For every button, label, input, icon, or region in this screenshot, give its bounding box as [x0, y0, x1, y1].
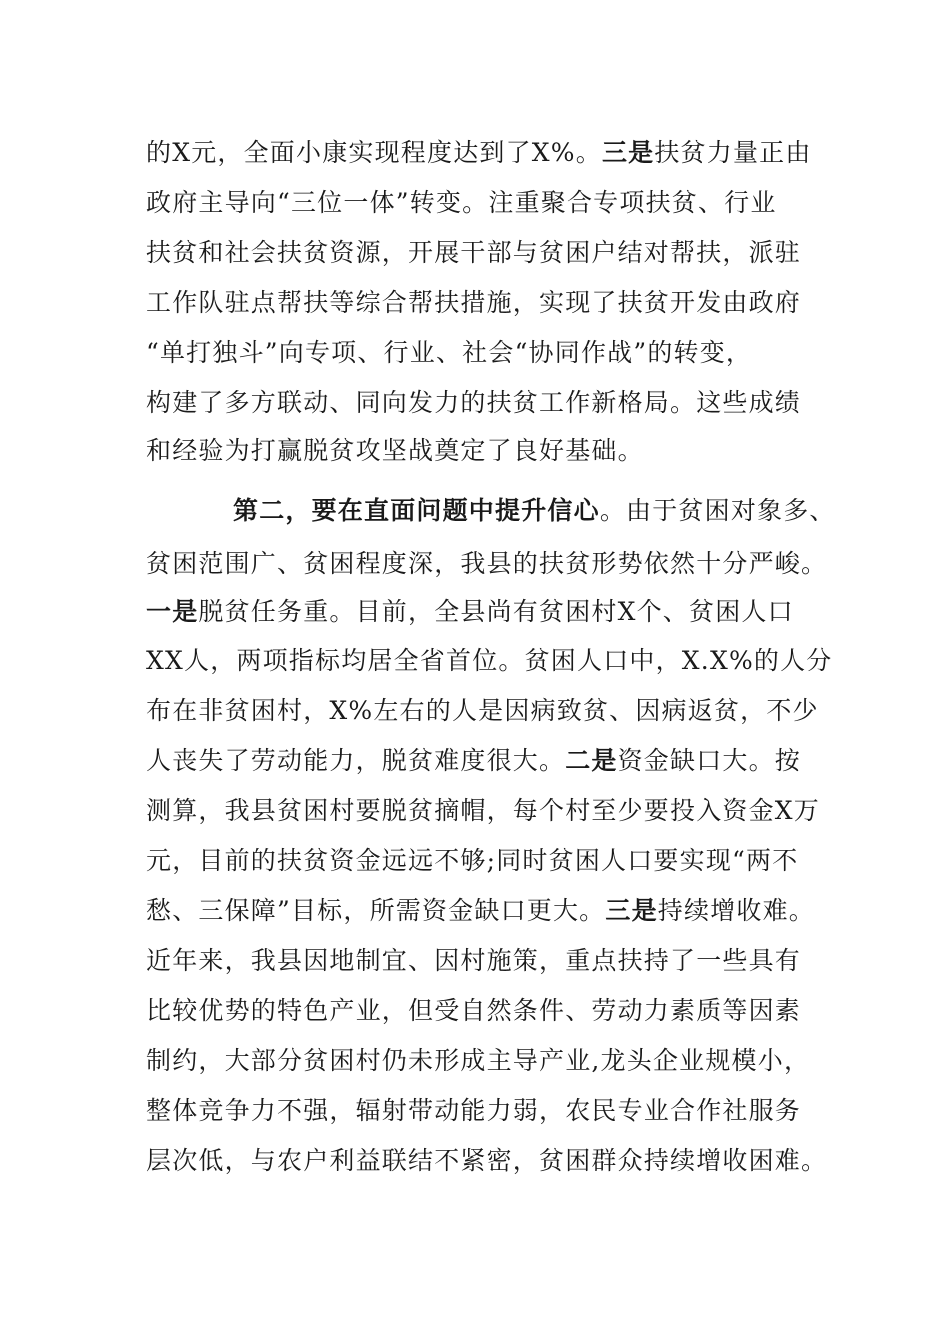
text-run: “单打独斗”向专项、行业、社会“协同作战”的转变，	[146, 338, 753, 367]
text-line-11	[146, 641, 833, 681]
text-run: 持续增收难。	[657, 896, 815, 925]
text-run: 愁、三保障”目标，所需资金缺口更大。	[146, 896, 606, 925]
text-line-17	[146, 941, 801, 981]
text-line-18	[146, 991, 801, 1031]
text-line-21	[146, 1141, 827, 1181]
text-line-20	[146, 1091, 801, 1131]
text-run: 和经验为打赢脱贫攻坚战奠定了良好基础。	[146, 436, 644, 465]
text-line-4	[146, 283, 801, 323]
text-line-19	[146, 1041, 810, 1081]
text-run: 政府主导向“三位一体”转变。注重聚合专项扶贫、行业	[146, 188, 777, 217]
text-run: 贫困范围广、贫困程度深，我县的扶贫形势依然十分严峻。	[146, 549, 828, 578]
text-line-9	[146, 544, 827, 584]
text-run: 脱贫任务重。目前，全县尚有贫困村X个、贫困人口	[198, 597, 794, 626]
section-heading: 第二，要在直面问题中提升信心	[233, 496, 600, 525]
text-run: 近年来，我县因地制宜、因村施策，重点扶持了一些具有	[146, 946, 802, 975]
text-run: 扶贫和社会扶贫资源，开展干部与贫困户结对帮扶，派驻	[146, 238, 802, 267]
text-line-3	[146, 233, 801, 273]
text-run: 扶贫力量正由	[654, 138, 812, 167]
bold-run: 三是	[605, 896, 658, 925]
text-line-2	[146, 183, 777, 223]
text-line-10	[146, 592, 794, 632]
text-run: 整体竞争力不强，辐射带动能力弱，农民专业合作社服务	[146, 1096, 802, 1125]
text-line-16	[146, 891, 815, 931]
text-line-6	[146, 383, 801, 423]
bold-run: 二是	[565, 746, 618, 775]
text-run: 测算，我县贫困村要脱贫摘帽，每个村至少要投入资金X万	[146, 796, 821, 825]
text-run: 制约，大部分贫困村仍未形成主导产业,龙头企业规模小，	[146, 1046, 811, 1075]
text-line-14	[146, 791, 820, 831]
text-line-7	[146, 431, 644, 471]
text-run: 。由于贫困对象多、	[599, 496, 836, 525]
bold-run: 三是	[601, 138, 655, 167]
text-line-12	[146, 691, 819, 731]
text-line-13	[146, 741, 801, 781]
text-run: 构建了多方联动、同向发力的扶贫工作新格局。这些成绩	[146, 388, 802, 417]
text-run: XX人，两项指标均居全省首位。贫困人口中，X.X%的人分	[146, 646, 833, 675]
text-run: 工作队驻点帮扶等综合帮扶措施，实现了扶贫开发由政府	[146, 288, 802, 317]
text-run: 布在非贫困村，X%左右的人是因病致贫、因病返贫，不少	[146, 696, 819, 725]
text-run: 资金缺口大。按	[617, 746, 802, 775]
text-run: 层次低，与农户利益联结不紧密，贫困群众持续增收困难。	[146, 1146, 828, 1175]
text-run: 元，目前的扶贫资金远远不够;同时贫困人口要实现“两不	[146, 846, 799, 875]
text-line-8	[233, 491, 836, 531]
text-line-1	[146, 133, 812, 173]
text-line-15	[146, 841, 798, 881]
text-line-5	[146, 333, 752, 373]
text-run: 比较优势的特色产业，但受自然条件、劳动力素质等因素	[146, 996, 802, 1025]
bold-run: 一是	[146, 597, 199, 626]
text-run: 人丧失了劳动能力，脱贫难度很大。	[146, 746, 566, 775]
text-run: 的X元，全面小康实现程度达到了X%。	[146, 138, 602, 167]
